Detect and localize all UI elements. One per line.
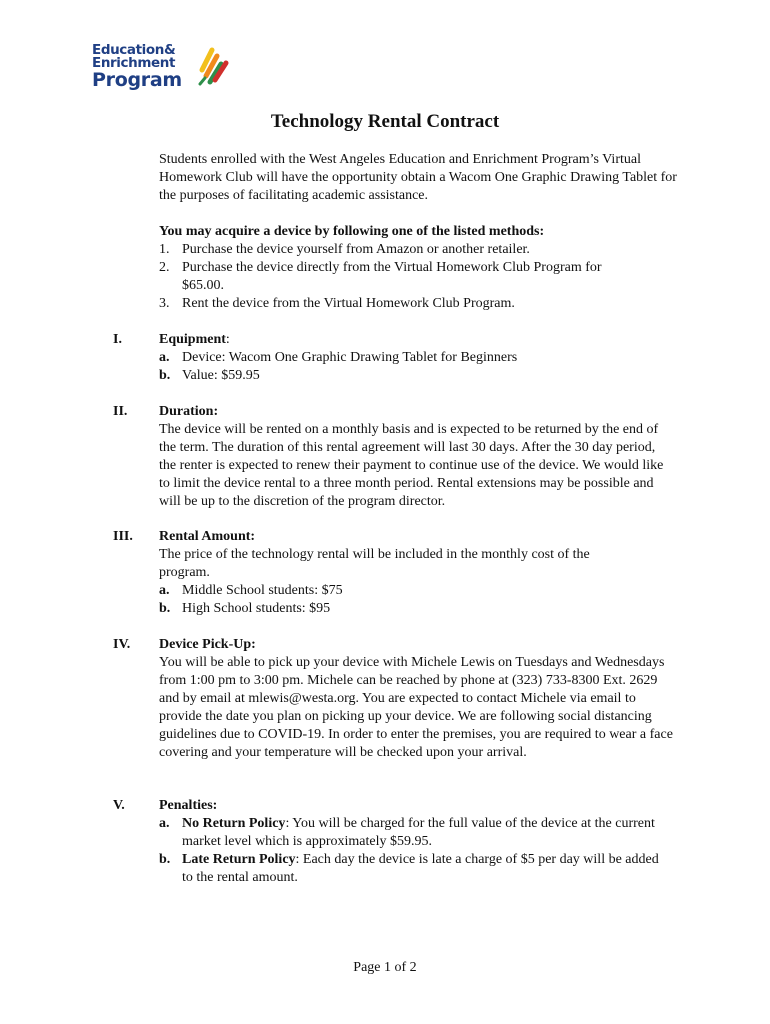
method-2-text: Purchase the device directly from the Virtual Homework Club Program for $65.00. (182, 260, 602, 293)
equipment-heading: Equipment (159, 332, 226, 347)
rental-item-a-label: a. (159, 583, 170, 598)
duration-body: The device will be rented on a monthly basis and is expected to be returned by the end of the term. The duration of this rental agreement will last 30 days. After the 30 day period, the renter is expected to renew their payment to continue use of the device. We would like to limit the device rental to a three month period. Rental extensions may be possible and will be up to the discretion of the program director. (159, 422, 664, 509)
intro-paragraph (159, 151, 689, 205)
penalty-a-label: a. (159, 816, 170, 831)
rental-body: The price of the technology rental will be included in the monthly cost of the program. (159, 547, 590, 580)
duration-heading: Duration: (159, 404, 219, 419)
penalty-b-text: : Each day the device is late a charge of $5 per day will be added to the rental amount. (182, 852, 659, 885)
equipment-item-b-text: Value: $59.95 (182, 368, 260, 383)
logo-line-3: Program (92, 69, 182, 91)
equipment-item-b-label: b. (159, 368, 171, 383)
section-3-numeral: III. (113, 529, 133, 544)
logo-line-2: Enrichment (92, 55, 176, 71)
penalties-heading: Penalties: (159, 798, 218, 813)
logo-line-1: Education& (92, 42, 176, 58)
rental-item-b-label: b. (159, 601, 171, 616)
penalty-a-term: No Return Policy (182, 816, 286, 831)
document-title: Technology Rental Contract (270, 111, 500, 132)
section-5-numeral: V. (113, 798, 125, 813)
pickup-heading: Device Pick-Up: (159, 637, 256, 652)
method-2-number: 2. (159, 260, 170, 275)
intro-text: Students enrolled with the West Angeles Education and Enrichment Program’s Virtual Homework Club will have the opportunity obtain a Wacom One Graphic Drawing Tablet for the purposes of facilitating academic assistance. (159, 152, 677, 203)
rental-item-a-text: Middle School students: $75 (182, 583, 343, 598)
method-1-number: 1. (159, 242, 170, 257)
penalty-a (182, 815, 660, 851)
penalty-a-text: : You will be charged for the full value of the device at the current market level which is approximately $59.95. (182, 816, 655, 849)
section-4-numeral: IV. (113, 637, 131, 652)
penalty-b-term: Late Return Policy (182, 852, 296, 867)
crayon-marks-icon (192, 44, 237, 88)
rental-heading: Rental Amount: (159, 529, 256, 544)
pickup-body: You will be able to pick up your device with Michele Lewis on Tuesdays and Wednesdays from 1:00 pm to 3:00 pm. Michele can be reached by phone at (323) 733-8300 Ext. 2629 and by email at mlewis@westa.org. You are expected to contact Michele via email to provide the date you plan on picking up your device. We are following social distancing guidelines due to COVID-19. In order to enter the premises, you are required to wear a face covering and your temperature will be checked upon your arrival. (159, 655, 673, 760)
method-1-text: Purchase the device yourself from Amazon or another retailer. (182, 242, 530, 257)
method-3-text: Rent the device from the Virtual Homework Club Program. (182, 296, 515, 311)
program-logo (92, 44, 237, 92)
methods-heading: You may acquire a device by following one of the listed methods: (159, 224, 545, 239)
equipment-colon: : (225, 332, 230, 347)
section-1-heading (159, 331, 689, 349)
section-1-numeral: I. (113, 332, 122, 347)
equipment-item-a-label: a. (159, 350, 170, 365)
penalty-b (182, 851, 667, 887)
penalty-b-label: b. (159, 852, 171, 867)
rental-item-b-text: High School students: $95 (182, 601, 331, 616)
page-number: Page 1 of 2 (353, 960, 417, 975)
section-2-numeral: II. (113, 404, 128, 419)
equipment-item-a-text: Device: Wacom One Graphic Drawing Tablet for Beginners (182, 350, 518, 365)
method-3-number: 3. (159, 296, 170, 311)
logo-text (92, 44, 182, 90)
